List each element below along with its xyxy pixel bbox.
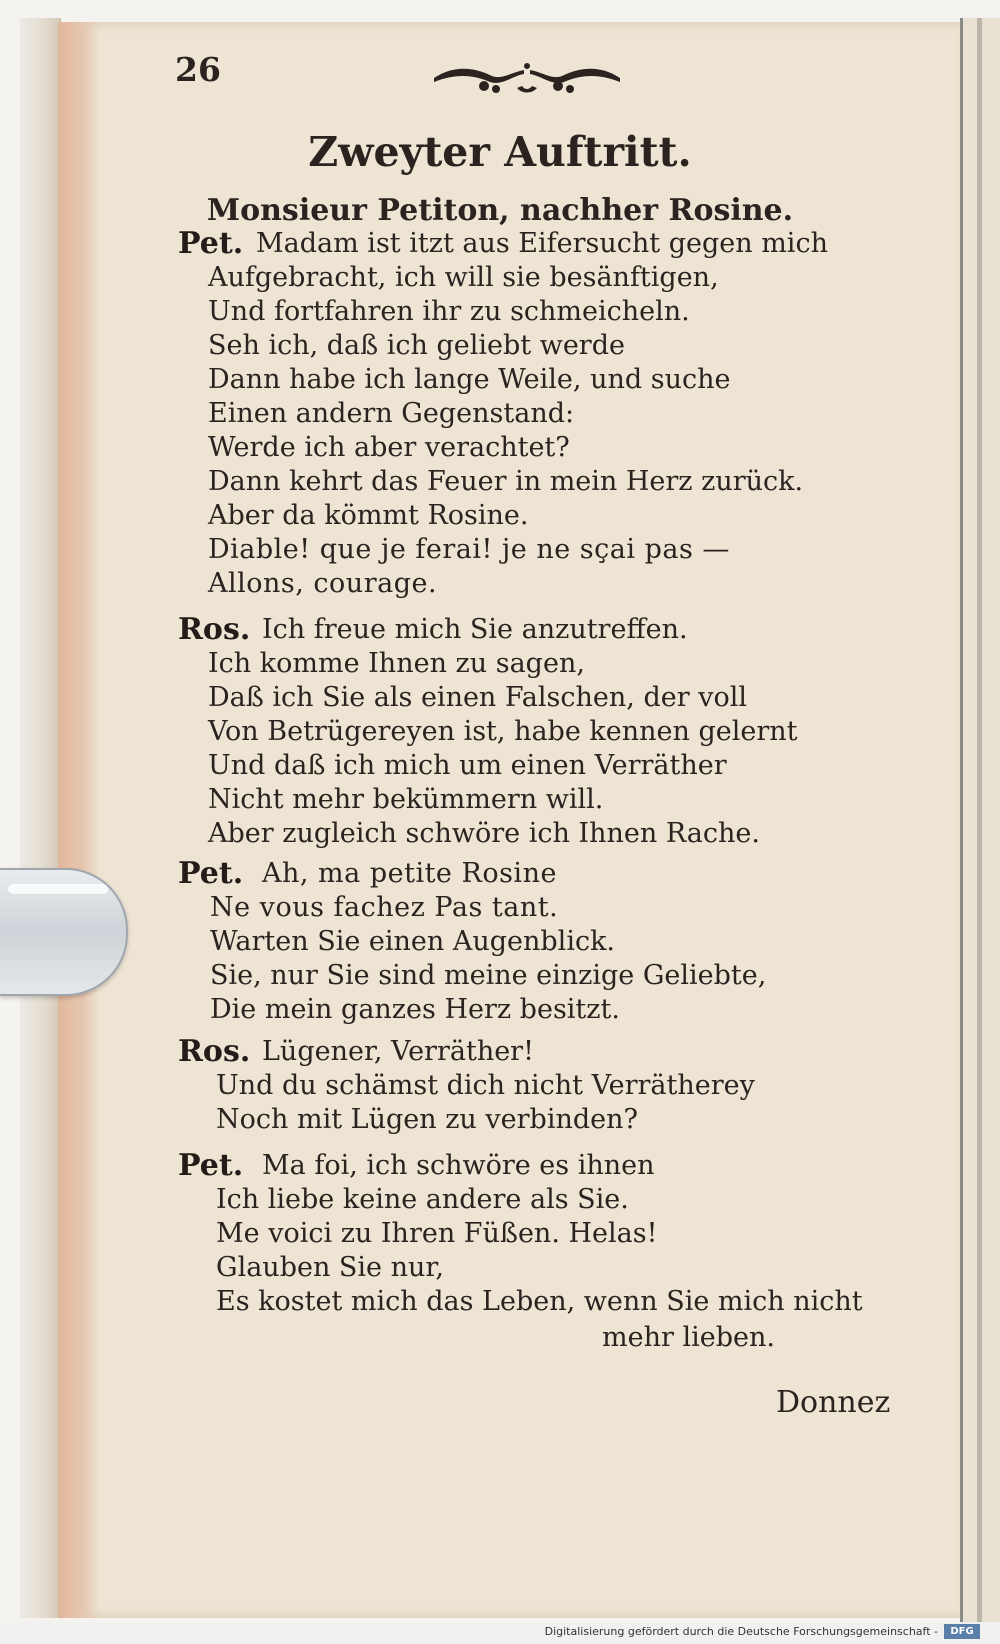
speech-line: Allons, courage. bbox=[208, 568, 438, 599]
speech-line: Madam ist itzt aus Eifersucht gegen mich bbox=[256, 228, 828, 259]
speech-line: Aber zugleich schwöre ich Ihnen Rache. bbox=[208, 818, 760, 849]
speech-line: Dann kehrt das Feuer in mein Herz zurück. bbox=[208, 466, 804, 497]
speaker-label: Pet. bbox=[178, 226, 244, 261]
speech-line: Nicht mehr bekümmern will. bbox=[208, 784, 604, 815]
catchword: Donnez bbox=[776, 1385, 891, 1420]
digitization-credit: Digitalisierung gefördert durch die Deutsche Forschungsgemeinschaft - bbox=[544, 1625, 938, 1638]
speech-line: Dann habe ich lange Weile, und suche bbox=[208, 364, 731, 395]
page-gutter bbox=[58, 22, 100, 1618]
speech-line: Von Betrügereyen ist, habe kennen gelernt bbox=[208, 716, 798, 747]
speech-line: Aber da kömmt Rosine. bbox=[208, 500, 529, 531]
speaker-label: Pet. bbox=[178, 1148, 244, 1183]
speech-line: Die mein ganzes Herz besitzt. bbox=[210, 994, 620, 1025]
speech-line: Es kostet mich das Leben, wenn Sie mich nicht bbox=[216, 1286, 863, 1317]
speech-line: Einen andern Gegenstand: bbox=[208, 398, 575, 429]
speech-line: mehr lieben. bbox=[602, 1322, 775, 1353]
speaker-label: Ros. bbox=[178, 612, 251, 647]
character-list: Monsieur Petiton, nachher Rosine. bbox=[206, 193, 794, 228]
speech-line: Und daß ich mich um einen Verräther bbox=[208, 750, 727, 781]
speech-line: Me voici zu Ihren Füßen. Helas! bbox=[216, 1218, 658, 1249]
speech-line: Aufgebracht, ich will sie besänftigen, bbox=[208, 262, 719, 293]
speech-line: Seh ich, daß ich geliebt werde bbox=[208, 330, 625, 361]
speech-line: Und du schämst dich nicht Verrätherey bbox=[216, 1070, 755, 1101]
speech-line: Lügener, Verräther! bbox=[262, 1036, 534, 1067]
speech-line: Sie, nur Sie sind meine einzige Geliebte, bbox=[210, 960, 767, 991]
page-clip bbox=[0, 868, 128, 996]
speech-line: Ich freue mich Sie anzutreffen. bbox=[262, 614, 688, 645]
speech-line: Warten Sie einen Augenblick. bbox=[210, 926, 616, 957]
speech-line: Noch mit Lügen zu verbinden? bbox=[216, 1104, 638, 1135]
speech-line: Glauben Sie nur, bbox=[216, 1252, 444, 1283]
speech-line: Ma foi, ich schwöre es ihnen bbox=[262, 1150, 655, 1181]
speech-line: Werde ich aber verachtet? bbox=[208, 432, 570, 463]
speech-line: Ich komme Ihnen zu sagen, bbox=[208, 648, 585, 679]
page-number: 26 bbox=[175, 50, 221, 89]
scene-title: Zweyter Auftritt. bbox=[308, 128, 692, 176]
speech-line: Diable! que je ferai! je ne sçai pas — bbox=[208, 534, 730, 565]
speech-line: Ich liebe keine andere als Sie. bbox=[216, 1184, 629, 1215]
speaker-label: Ros. bbox=[178, 1034, 251, 1069]
printer-ornament-icon bbox=[432, 58, 622, 98]
dfg-logo-icon: DFG bbox=[944, 1624, 980, 1639]
speech-line: Und fortfahren ihr zu schmeicheln. bbox=[208, 296, 690, 327]
speaker-label: Pet. bbox=[178, 856, 244, 891]
speech-line: Ne vous fachez Pas tant. bbox=[210, 892, 559, 923]
speech-line: Ah, ma petite Rosine bbox=[262, 858, 557, 889]
right-page-edge bbox=[960, 18, 1000, 1622]
speech-line: Daß ich Sie als einen Falschen, der voll bbox=[208, 682, 747, 713]
left-page-edge bbox=[20, 18, 61, 1618]
